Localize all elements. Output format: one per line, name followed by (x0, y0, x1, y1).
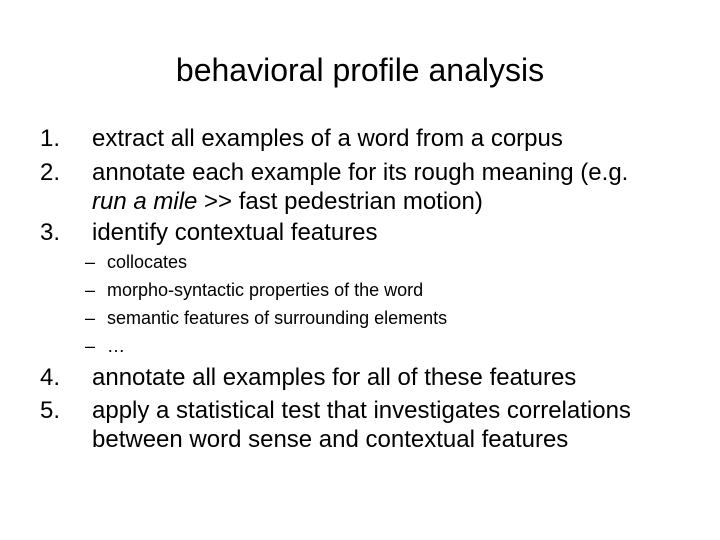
dash-bullet: – (85, 252, 96, 272)
list-text: apply a statistical test that investigates correlations between word sense and contextual features (92, 397, 631, 453)
list-text: extract all examples of a word from a corpus (92, 125, 563, 152)
dash-bullet: – (85, 280, 96, 300)
list-number: 5. (40, 397, 61, 424)
list-number: 4. (40, 364, 61, 391)
list-number: 2. (40, 159, 61, 186)
list-text: identify contextual features (92, 219, 378, 246)
list-number: 1. (40, 125, 61, 152)
example-phrase: run a mile (92, 188, 198, 215)
sub-list-text: morpho-syntactic properties of the word (107, 280, 424, 300)
sub-list-text: … (107, 336, 125, 356)
list-text-line: annotate each example for its rough meaning (e.g. (92, 159, 629, 186)
sub-list-text: semantic features of surrounding elements (107, 308, 448, 328)
dash-bullet: – (85, 308, 96, 328)
sub-list-text: collocates (107, 252, 188, 272)
list-text: annotate all examples for all of these features (92, 364, 577, 391)
dash-bullet: – (85, 336, 96, 356)
list-text-rest: >> fast pedestrian motion) (197, 188, 483, 215)
slide-title: behavioral profile analysis (175, 52, 545, 88)
list-text (92, 158, 692, 216)
list-number: 3. (40, 219, 61, 246)
